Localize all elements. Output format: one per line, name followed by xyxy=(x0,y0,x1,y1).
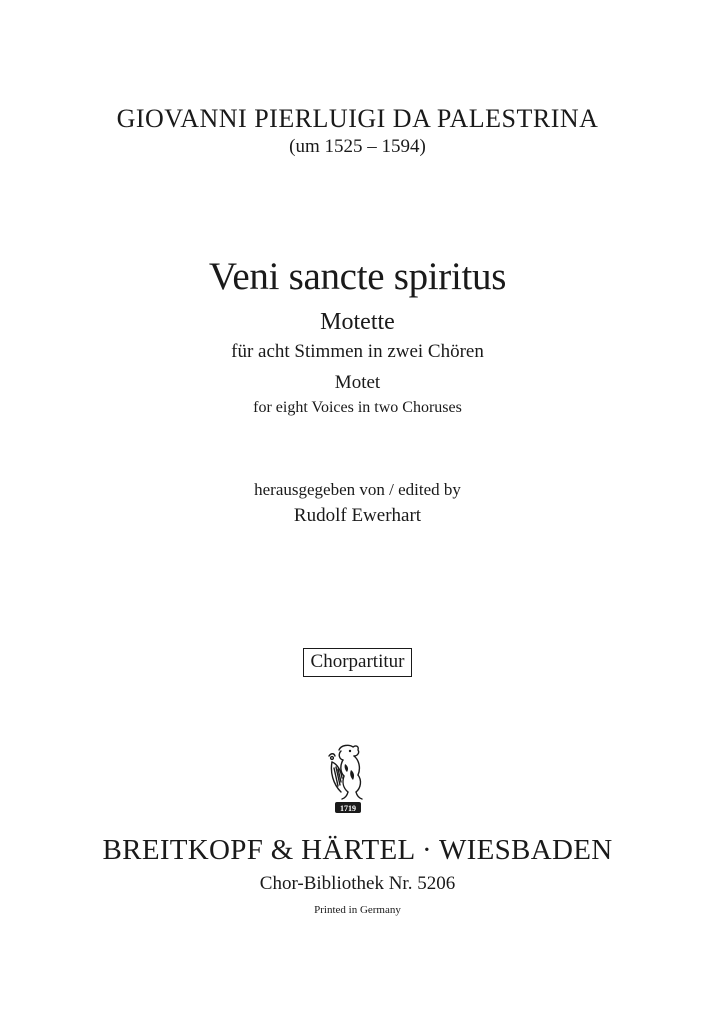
genre-german: Motette xyxy=(320,309,395,335)
printed-in-note: Printed in Germany xyxy=(314,904,401,916)
publisher-emblem-icon xyxy=(321,742,373,817)
edited-by-label: herausgegeben von / edited by xyxy=(254,480,461,499)
work-title: Veni sancte spiritus xyxy=(208,255,507,298)
genre-english: Motet xyxy=(334,372,381,393)
scoring-german: für acht Stimmen in zwei Chören xyxy=(231,341,484,362)
composer-name: GIOVANNI PIERLUIGI DA PALESTRINA xyxy=(116,104,599,133)
publisher-name: BREITKOPF & HÄRTEL · WIESBADEN xyxy=(102,834,613,866)
edition-type-label: Chorpartitur xyxy=(303,648,413,677)
edition-type-container xyxy=(0,648,715,677)
emblem-year: 1719 xyxy=(340,804,356,813)
scoring-english: for eight Voices in two Choruses xyxy=(253,399,462,416)
editor-name: Rudolf Ewerhart xyxy=(293,505,422,526)
series-number: Chor-Bibliothek Nr. 5206 xyxy=(259,873,456,894)
composer-dates: (um 1525 – 1594) xyxy=(289,136,426,157)
